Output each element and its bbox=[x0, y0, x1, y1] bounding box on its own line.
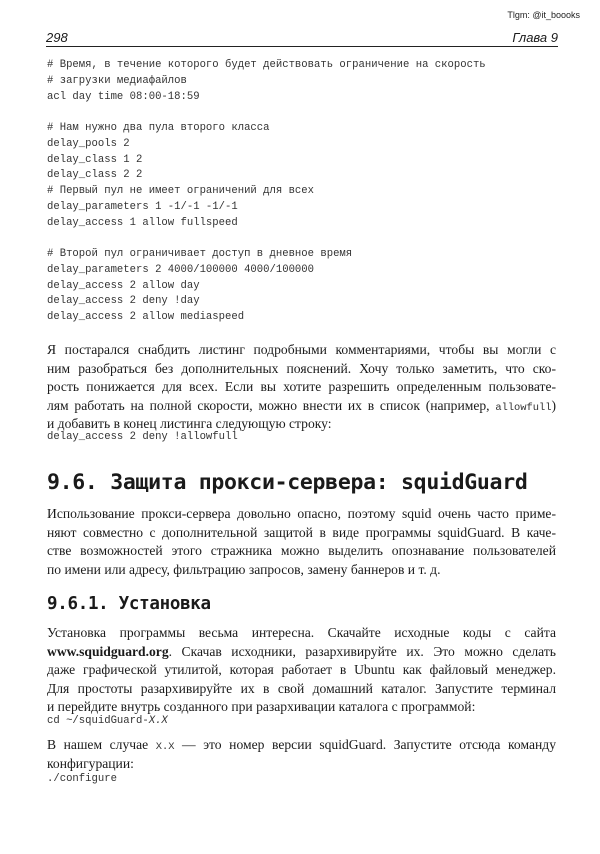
text-line: по имени или адресу, фильтрацию запросов, замену баннеров и т. д. bbox=[47, 561, 441, 577]
code-line: delay_parameters 1 -1/-1 -1/-1 bbox=[47, 200, 238, 213]
code-line: # Нам нужно два пула второго класса bbox=[47, 122, 270, 134]
text-line: и добавить в конец листинга следующую строку: bbox=[47, 416, 332, 432]
text-fragment: ) bbox=[551, 397, 556, 413]
subsection-heading: 9.6.1. Установка bbox=[47, 594, 211, 614]
section-heading: 9.6. Защита прокси-сервера: squidGuard bbox=[47, 470, 528, 495]
paragraph-squidguard-intro bbox=[47, 505, 556, 579]
text-line bbox=[47, 736, 556, 755]
code-line: delay_access 2 deny !day bbox=[47, 295, 200, 308]
text-line: Установка программы весьма интересна. Скачайте исходные коды с сайта bbox=[47, 625, 556, 640]
code-deny-allowfull: delay_access 2 deny !allowfull bbox=[47, 431, 238, 443]
page-header bbox=[46, 30, 558, 47]
text-line: даже графической утилитой, которая работает в Ubuntu как файловый менеджер. bbox=[47, 662, 556, 678]
squidguard-site-link[interactable]: www.squidguard.org bbox=[47, 643, 169, 659]
code-line: delay_parameters 2 4000/100000 4000/100000 bbox=[47, 263, 315, 276]
code-line: # Первый пул не имеет ограничений для всех bbox=[47, 185, 315, 197]
text-line: Я постарался снабдить листинг подробными комментариями, чтобы вы могли с bbox=[47, 342, 556, 357]
text-line: Для простоты разархивируйте их в свой домашний каталог. Запустите терминал bbox=[47, 680, 556, 696]
code-line: # Время, в течение которого будет действовать ограничение на скорость bbox=[47, 59, 486, 71]
code-line: delay_access 1 allow fullspeed bbox=[47, 216, 238, 229]
text-fragment: . Скачав исходники, разархивируйте их. Это можно сделать bbox=[168, 643, 556, 659]
code-line: delay_pools 2 bbox=[47, 137, 130, 150]
paragraph-version-note bbox=[47, 736, 556, 773]
code-line: # Второй пул ограничивает доступ в дневное время bbox=[47, 248, 353, 260]
code-line: delay_class 1 2 bbox=[47, 153, 143, 166]
text-line: Использование прокси-сервера довольно опасно, поэтому squid очень часто приме- bbox=[47, 506, 556, 521]
code-cd-command bbox=[47, 714, 168, 730]
text-fragment: В нашем случае bbox=[47, 737, 156, 752]
code-configure-command: ./configure bbox=[47, 773, 117, 785]
paragraph-listing-comments bbox=[47, 341, 556, 434]
text-fragment: лям работать на полной скорости, можно внести их в список (например, bbox=[47, 397, 496, 413]
code-line: # загрузки медиафайлов bbox=[47, 74, 187, 87]
code-line: acl day time 08:00-18:59 bbox=[47, 90, 200, 103]
text-line bbox=[47, 643, 556, 662]
text-line: рость понижается для всех. Если вы хотите разрешить определенным пользовате- bbox=[47, 379, 556, 395]
text-line: конфигурации: bbox=[47, 755, 134, 771]
page-number: 298 bbox=[46, 30, 68, 45]
version-placeholder: X.X bbox=[148, 715, 168, 727]
watermark: Tlgm: @it_boooks bbox=[507, 10, 580, 20]
code-listing-delay-pools bbox=[47, 58, 486, 326]
code-fragment: cd ~/squidGuard- bbox=[47, 715, 149, 727]
paragraph-installation bbox=[47, 624, 556, 717]
text-line: стве возможностей этого стражника можно выделить опознавание пользователей bbox=[47, 543, 556, 559]
text-line: няют совместно с дополнительной защитой в виде программы squidGuard. В каче- bbox=[47, 524, 556, 540]
text-fragment: — это номер версии squidGuard. Запустите отсюда команду bbox=[174, 737, 556, 752]
code-line: delay_access 2 allow mediaspeed bbox=[47, 311, 245, 323]
chapter-label: Глава 9 bbox=[512, 30, 558, 45]
code-line: delay_access 2 allow day bbox=[47, 279, 200, 292]
inline-code-allowfull: allowfull bbox=[495, 401, 552, 414]
text-line bbox=[47, 397, 556, 416]
code-line: delay_class 2 2 bbox=[47, 169, 143, 182]
version-placeholder: X.X bbox=[155, 741, 175, 753]
text-line: и перейдите внутрь созданного при разархивации каталога с программой: bbox=[47, 699, 476, 715]
text-line: ним разобраться без дополнительных пояснений. Хочу только заметить, что ско- bbox=[47, 360, 556, 376]
